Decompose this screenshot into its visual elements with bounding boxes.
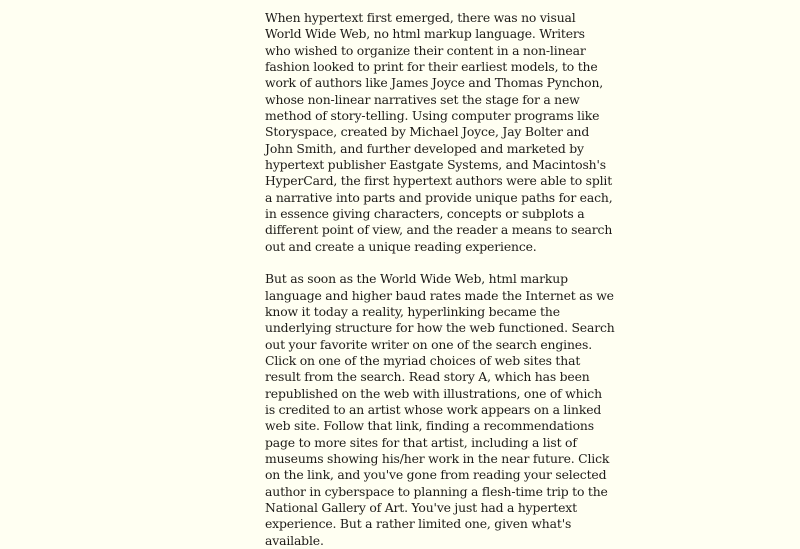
text-line: John Smith, and further developed and marketed by (265, 140, 584, 156)
text-line: know it today a reality, hyperlinking became the (265, 303, 560, 319)
text-line: World Wide Web, no html markup language. Writers (265, 26, 585, 42)
text-line: National Gallery of Art. You've just had a hypertext (265, 499, 577, 515)
text-line: fashion looked to print for their earliest models, to the (265, 59, 598, 75)
article-body (265, 10, 615, 549)
text-line: different point of view, and the reader a means to search (265, 222, 613, 238)
text-line: language and higher baud rates made the Internet as we (265, 287, 614, 303)
text-line: method of story-telling. Using computer programs like (265, 108, 600, 124)
text-line: whose non-linear narratives set the stage for a new (265, 91, 580, 107)
text-line: who wished to organize their content in a non-linear (265, 42, 586, 58)
text-line: When hypertext first emerged, there was no visual (265, 10, 576, 25)
text-line: hypertext publisher Eastgate Systems, and Macintosh's (265, 157, 606, 173)
text-line: underlying structure for how the web functioned. Search (265, 320, 615, 336)
text-line: author in cyberspace to planning a flesh-time trip to the (265, 483, 608, 499)
text-line: But as soon as the World Wide Web, html markup (265, 271, 568, 287)
text-line: experience. But a rather limited one, given what's (265, 516, 572, 532)
text-line: in essence giving characters, concepts or subplots a (265, 206, 585, 222)
paragraph-1 (265, 10, 613, 255)
text-line: republished on the web with illustrations, one of which (265, 385, 602, 401)
text-line: is credited to an artist whose work appears on a linked (265, 401, 602, 417)
text-line: out your favorite writer on one of the search engines. (265, 336, 592, 352)
text-line: a narrative into parts and provide unique paths for each, (265, 189, 613, 205)
paragraph-2 (265, 271, 615, 549)
text-line: museums showing his/her work in the near future. Click (265, 450, 610, 466)
text-line: out and create a unique reading experience. (265, 238, 537, 254)
text-line: on the link, and you've gone from reading your selected (265, 467, 607, 483)
text-line: Storyspace, created by Michael Joyce, Jay Bolter and (265, 124, 590, 140)
text-line: work of authors like James Joyce and Thomas Pynchon, (265, 75, 604, 91)
text-line: available. (265, 532, 324, 548)
text-line: HyperCard, the first hypertext authors were able to split (265, 173, 613, 189)
text-line: Click on one of the myriad choices of web sites that (265, 352, 581, 368)
text-line: page to more sites for that artist, including a list of (265, 434, 577, 450)
text-line: result from the search. Read story A, which has been (265, 369, 590, 385)
text-line: web site. Follow that link, finding a recommendations (265, 418, 594, 434)
